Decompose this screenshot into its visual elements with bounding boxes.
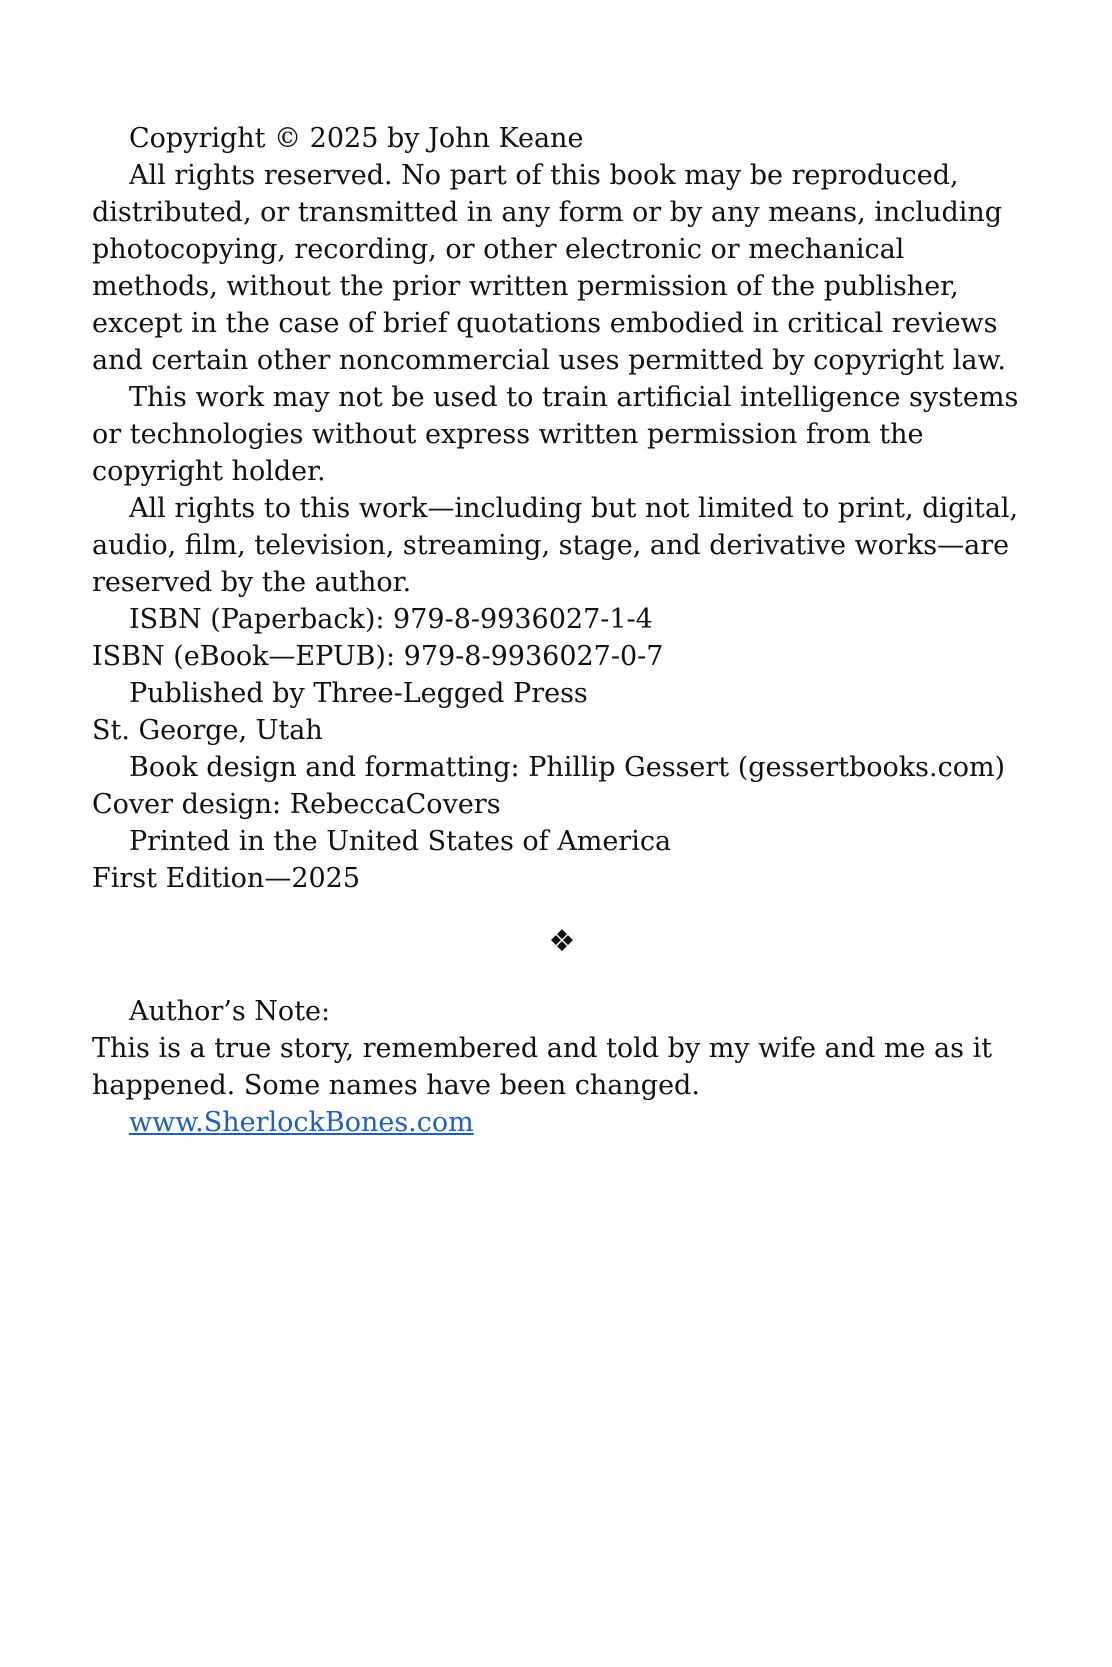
rights-paragraph: All rights reserved. No part of this book may be reproduced, distributed, or transmitted in any form or by any means, including photocopying, recording, or other electronic or mechanical methods, without the prior written permission of the publisher, except in the case of brief quotations embodied in critical reviews and certain other noncommercial uses permitted by copyright law. [92, 160, 1006, 376]
isbn-ebook: ISBN (eBook—EPUB): 979-8-9936027-0-7 [92, 641, 664, 672]
media-rights-paragraph: All rights to this work—including but not limited to print, digital, audio, film, television, streaming, stage, and derivative works—are reserved by the author. [92, 493, 1019, 598]
edition: First Edition—2025 [92, 863, 361, 894]
book-design-credit: Book design and formatting: Phillip Gessert (gessertbooks.com) [129, 752, 1006, 783]
copyright-page [92, 120, 1032, 1141]
isbn-paperback: ISBN (Paperback): 979-8-9936027-1-4 [129, 604, 653, 635]
author-note-text: This is a true story, remembered and told by my wife and me as it happened. Some names have been changed. [92, 1033, 993, 1101]
ai-training-paragraph: This work may not be used to train artificial intelligence systems or technologies without express written permission from the copyright holder. [92, 382, 1019, 487]
publisher-location: St. George, Utah [92, 715, 323, 746]
published-by: Published by Three-Legged Press [129, 678, 588, 709]
author-note-heading: Author’s Note: [129, 996, 331, 1027]
website-link[interactable]: www.SherlockBones.com [129, 1107, 474, 1138]
ornament-separator-icon: ❖ [548, 924, 576, 959]
author-note-link-line [92, 1104, 1032, 1141]
printed-in: Printed in the United States of America [129, 826, 672, 857]
cover-design-credit: Cover design: RebeccaCovers [92, 789, 501, 820]
copyright-line: Copyright © 2025 by John Keane [129, 123, 584, 154]
